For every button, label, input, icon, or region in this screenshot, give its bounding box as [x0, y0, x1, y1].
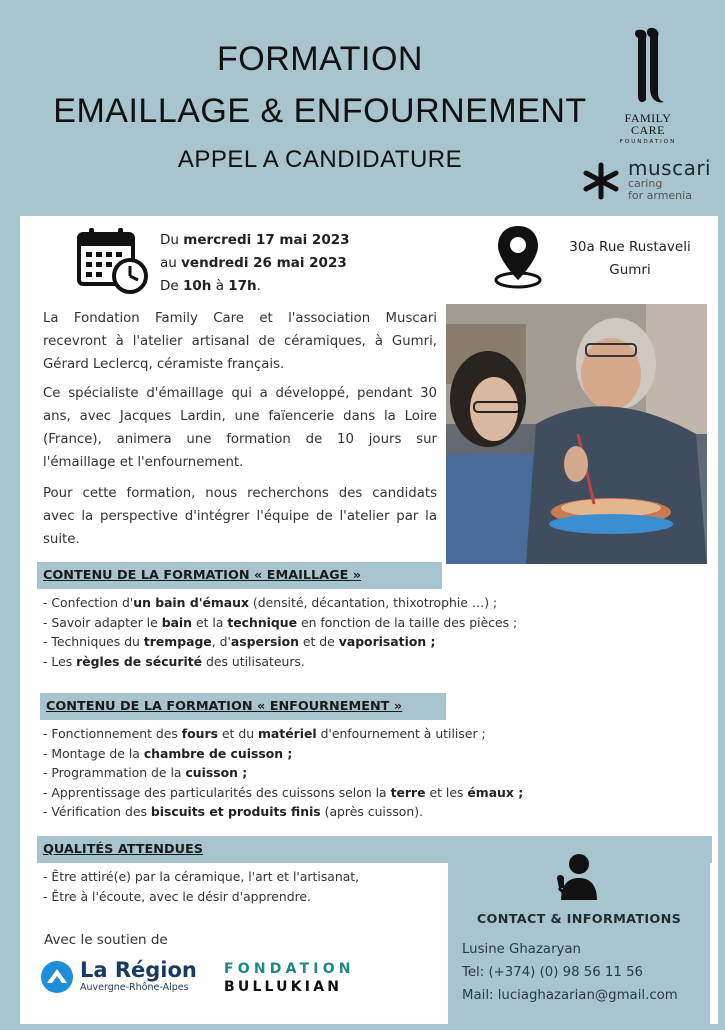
item-text: - Confection d'	[43, 595, 134, 610]
location-pin-icon	[490, 222, 546, 290]
item-bold: aspersion	[230, 634, 299, 650]
emaillage-list	[43, 593, 517, 671]
section-enfournement-title: CONTENU DE LA FORMATION « ENFOURNEMENT »	[46, 699, 403, 714]
contact-title: CONTACT & INFORMATIONS	[476, 912, 682, 927]
item-text: et de	[298, 634, 339, 650]
contact-phone[interactable]: Tel: (+374) (0) 98 56 11 56	[462, 965, 643, 980]
section-enfournement-heading	[40, 693, 446, 720]
region-logo	[40, 958, 210, 998]
list-item	[43, 783, 523, 803]
ceramic-workshop-image	[446, 304, 707, 564]
list-item	[43, 744, 523, 764]
list-item: - Être attiré(e) par la céramique, l'art et l'artisanat,	[43, 869, 360, 884]
list-item	[43, 763, 523, 783]
item-bold: bain	[161, 614, 193, 630]
list-item	[43, 593, 517, 613]
title-emaillage-enfournement: EMAILLAGE & ENFOURNEMENT	[53, 92, 587, 130]
hours-end: 17h	[228, 278, 257, 294]
title-formation: FORMATION	[217, 40, 423, 78]
address-city: Gumri	[609, 262, 651, 278]
item-bold: ;	[283, 745, 293, 761]
item-text: - Vérification des	[43, 804, 151, 820]
intro-paragraph-3: Pour cette formation, nous recherchons des candidats avec la perspective d'intégrer l'équipe de l'atelier par la suite.	[43, 486, 437, 547]
family-care-word-1: FAMILY	[624, 111, 672, 125]
contact-email[interactable]: Mail: luciaghazarian@gmail.com	[462, 988, 678, 1003]
item-bold: ;	[426, 634, 436, 650]
section-emaillage-heading	[37, 562, 442, 589]
family-care-logo	[612, 26, 684, 145]
hours-mid: à	[211, 278, 229, 294]
workshop-photo	[446, 304, 707, 564]
item-text: - Les	[43, 653, 77, 669]
section-emaillage-title: CONTENU DE LA FORMATION « EMAILLAGE »	[43, 568, 362, 583]
item-bold: cuisson	[185, 765, 238, 781]
date-start-prefix: Du	[160, 232, 184, 248]
item-bold: vaporisation	[338, 634, 427, 650]
section-qualites-heading	[37, 836, 712, 863]
contact-name: Lusine Ghazaryan	[462, 942, 581, 957]
list-item	[43, 724, 523, 744]
item-text: - Fonctionnement des	[43, 726, 182, 741]
item-text: et la	[192, 614, 228, 630]
hours-start: 10h	[183, 278, 212, 294]
item-text: , d'	[211, 634, 231, 650]
muscari-tagline-1: caring	[628, 177, 663, 190]
item-text: d'enfournement à utiliser ;	[316, 726, 486, 741]
item-text: (après cuisson).	[320, 804, 423, 820]
intro-paragraph-2: Ce spécialiste d'émaillage qui a développé, pendant 30 ans, avec Jacques Lardin, une faïencerie dans la Loire (France), animera une formation de 10 jours sur l'émaillage et l'enfournement.	[43, 386, 437, 470]
bullukian-word-2: BULLUKIAN	[224, 979, 343, 995]
region-subtitle: Auvergne-Rhône-Alpes	[80, 982, 189, 993]
item-text: des utilisateurs.	[202, 653, 305, 669]
title-appel-candidature: APPEL A CANDIDATURE	[177, 146, 463, 173]
item-bold: fours	[181, 726, 218, 741]
item-text: (densité, décantation, thixotrophie …) ;	[248, 595, 498, 610]
family-care-foundation: FOUNDATION	[619, 139, 677, 145]
item-bold: ;	[237, 765, 248, 781]
item-text: et du	[218, 726, 259, 741]
date-end-prefix: au	[160, 255, 182, 271]
bullukian-word-1: FONDATION	[224, 961, 355, 977]
item-bold: matériel	[258, 726, 317, 741]
list-item	[43, 652, 517, 672]
list-item	[43, 613, 517, 633]
intro-paragraph-1: La Fondation Family Care et l'association Muscari recevront à l'atelier artisanal de céramiques, à Gumri, Gérard Leclercq, céramiste français.	[43, 311, 437, 372]
item-bold: terre	[390, 784, 426, 800]
item-bold: trempage	[143, 634, 212, 650]
date-end: vendredi 26 mai 2023	[181, 255, 347, 271]
item-text: - Programmation de la	[43, 765, 186, 781]
calendar-clock-icon	[76, 226, 150, 296]
item-bold: émaux	[467, 784, 514, 800]
item-bold: règles de sécurité	[76, 653, 203, 669]
hours-prefix: De	[160, 278, 183, 294]
list-item	[43, 802, 523, 822]
hours-end-dot: .	[256, 278, 261, 294]
muscari-tagline-2: for armenia	[628, 189, 692, 202]
item-bold: ;	[513, 784, 524, 800]
family-care-word-2: CARE	[630, 123, 665, 137]
list-item: - Être à l'écoute, avec le désir d'apprendre.	[43, 888, 311, 904]
muscari-asterisk-icon	[582, 162, 620, 200]
region-emblem-icon	[40, 960, 74, 994]
list-item	[43, 632, 517, 652]
address-street: 30a Rue Rustaveli	[569, 239, 691, 255]
date-start: mercredi 17 mai 2023	[183, 232, 350, 248]
item-bold: chambre de cuisson	[143, 745, 284, 761]
item-bold: un bain d'émaux	[133, 595, 249, 610]
item-text: - Techniques du	[43, 634, 144, 650]
item-text: en fonction de la taille des pièces ;	[297, 614, 518, 630]
section-qualites-title: QUALITÉS ATTENDUES	[43, 842, 203, 857]
schedule-dates	[160, 229, 350, 298]
muscari-name: muscari	[628, 156, 712, 180]
bullukian-logo	[224, 960, 355, 996]
item-bold: biscuits et produits finis	[150, 804, 321, 820]
region-name: La Région	[80, 958, 197, 982]
contact-person-icon	[555, 852, 599, 902]
item-text: et les	[425, 784, 468, 800]
item-text: - Montage de la	[43, 745, 144, 761]
item-text: - Savoir adapter le	[43, 614, 162, 630]
address	[560, 236, 700, 282]
support-label: Avec le soutien de	[44, 932, 168, 948]
enfournement-list	[43, 724, 523, 822]
item-text: - Apprentissage des particularités des cuissons selon la	[43, 784, 391, 800]
family-care-monogram-icon	[628, 26, 668, 108]
qualites-list	[43, 867, 359, 906]
item-bold: technique	[227, 614, 298, 630]
muscari-logo	[582, 156, 712, 206]
